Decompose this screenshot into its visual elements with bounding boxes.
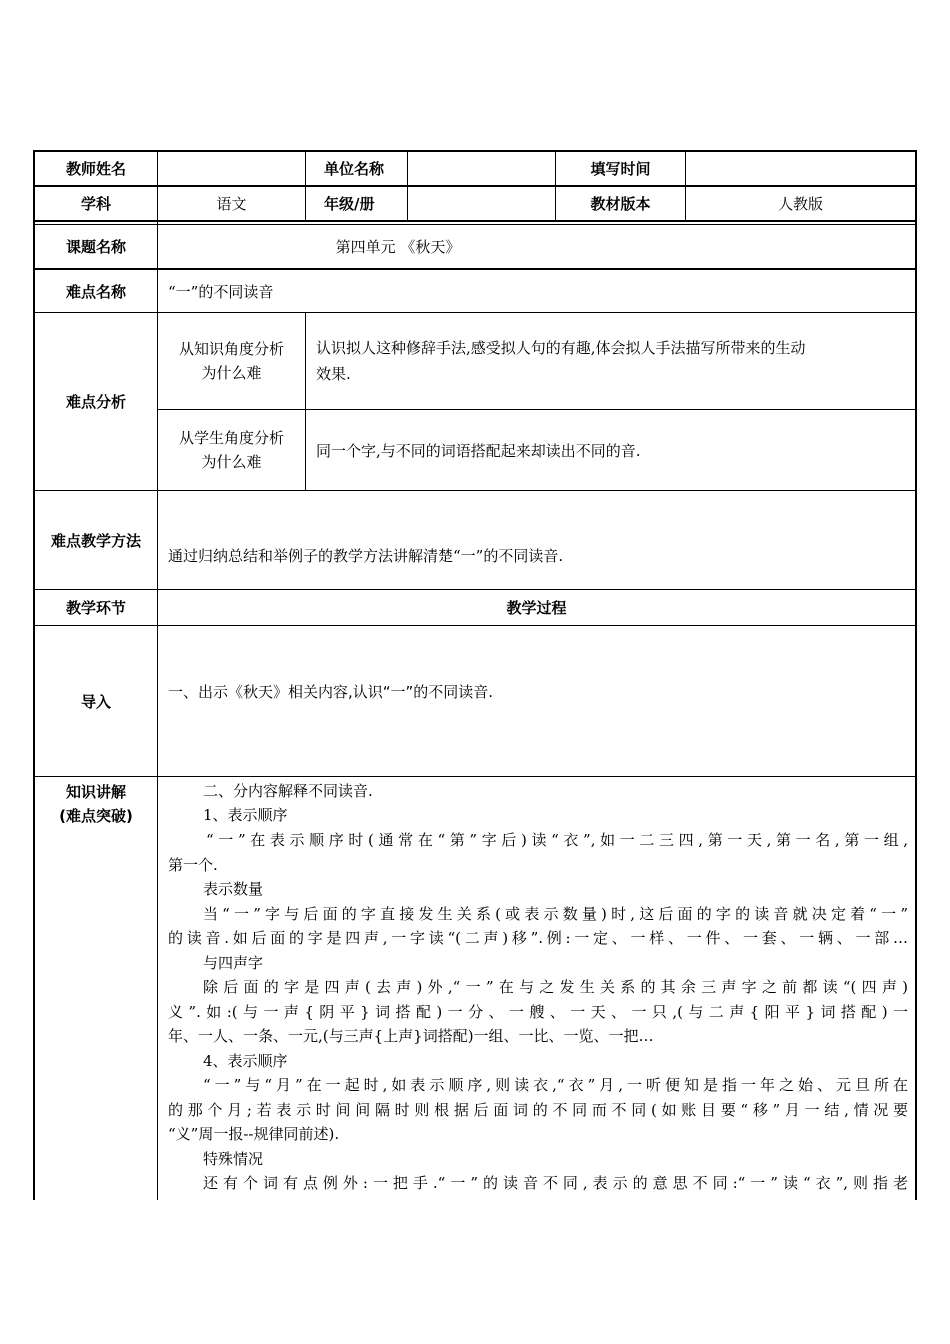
knowledge-line: “一”在表示顺序时(通常在“第”字后)读“衣”,如一二三四,第一天,第一名,第一组,: [206, 831, 908, 849]
knowledge-angle-label-line2: 为什么难: [201, 364, 262, 382]
knowledge-angle-value-line2: 效果.: [316, 365, 351, 383]
knowledge-line: 的那个月;若表示时间间隔时则根据后面词的不同而不同(如账目要“移”月一结,情况要: [168, 1101, 908, 1119]
knowledge-angle-label: [158, 313, 305, 409]
knowledge-line: 年、一人、一条、一元,(与三声{上声}词搭配)一组、一比、一览、一把…: [168, 1027, 654, 1045]
row-divider: [33, 776, 917, 777]
textbook-value: 人教版: [777, 195, 823, 213]
teaching-stage-header: 教学环节: [65, 599, 126, 617]
knowledge-angle-value-line1: 认识拟人这种修辞手法,感受拟人句的有趣,体会拟人手法描写所带来的生动: [316, 339, 806, 357]
knowledge-line: 义”.如:(与一声{阴平}词搭配)一分、一艘、一天、一只,(与二声{阳平}词搭配)一: [168, 1003, 908, 1021]
intro-value: 一、出示《秋天》相关内容,认识“一”的不同读音.: [168, 682, 494, 701]
row-divider: [33, 490, 917, 491]
knowledge-line: “义”周一报--规律同前述).: [168, 1125, 340, 1143]
knowledge-line: 除后面的字是四声(去声)外,“一”在与之发生关系的其余三声字之前都读“(四声): [203, 978, 908, 996]
knowledge-line: 与四声字: [203, 954, 264, 972]
difficulty-name-label: 难点名称: [65, 282, 126, 301]
row-divider: [33, 220, 917, 222]
grade-label: 年级/册: [324, 195, 375, 213]
knowledge-label-line2: (难点突破): [59, 807, 133, 825]
teacher-name-label: 教师姓名: [65, 160, 126, 178]
knowledge-line: 二、分内容解释不同读音.: [203, 782, 373, 800]
knowledge-line: 的读音.如后面的字是四声,一字读“(二声)移”.例:一定、一样、一件、一套、一辆、一部…: [168, 929, 908, 947]
knowledge-line: 4、表示顺序: [203, 1052, 288, 1070]
subject-label: 学科: [80, 195, 111, 213]
knowledge-line: 还有个词有点例外:一把手.“一”的读音不同,表示的意思不同:“一”读“衣”,则指老: [203, 1174, 908, 1192]
student-angle-value: 同一个字,与不同的词语搭配起来却读出不同的音.: [316, 441, 641, 460]
knowledge-line: 1、表示顺序: [203, 806, 288, 824]
student-angle-label-line1: 从学生角度分析: [178, 429, 284, 447]
knowledge-line: 特殊情况: [203, 1150, 264, 1168]
knowledge-line: “一”与“月”在一起时,如表示顺序,则读衣,“衣”月,一听便知是指一年之始、元旦所在: [203, 1076, 908, 1094]
topic-value: 第四单元 《秋天》: [335, 238, 461, 256]
topic-label: 课题名称: [65, 238, 126, 256]
difficulty-analysis-label: 难点分析: [65, 393, 126, 411]
subject-value: 语文: [216, 195, 247, 213]
knowledge-angle-value: [306, 313, 915, 409]
student-angle-label: [158, 410, 305, 490]
difficulty-name-value: “一”的不同读音: [168, 282, 274, 301]
grade-value[interactable]: [408, 187, 555, 220]
teacher-name-value[interactable]: [158, 152, 305, 185]
textbook-label: 教材版本: [590, 195, 651, 213]
student-angle-label-line2: 为什么难: [201, 453, 262, 471]
table-border-right: [915, 150, 917, 1200]
fill-time-label: 填写时间: [590, 160, 651, 178]
unit-name-label: 单位名称: [324, 160, 385, 178]
teaching-method-label: 难点教学方法: [50, 531, 141, 550]
knowledge-line: 第一个.: [168, 856, 218, 874]
knowledge-line: 当“一”字与后面的字直接发生关系(或表示数量)时,这后面的字的读音就决定着“一”: [203, 905, 908, 923]
row-divider: [33, 625, 917, 626]
teaching-method-value: 通过归纳总结和举例子的教学方法讲解清楚“一”的不同读音.: [168, 546, 564, 565]
fill-time-value[interactable]: [686, 152, 915, 185]
teaching-process-header: 教学过程: [506, 599, 567, 617]
knowledge-line: 表示数量: [203, 880, 264, 898]
knowledge-label-line1: 知识讲解: [65, 783, 126, 801]
knowledge-label: [35, 780, 157, 830]
unit-name-value[interactable]: [408, 152, 555, 185]
knowledge-angle-label-line1: 从知识角度分析: [178, 340, 284, 358]
intro-label: 导入: [80, 692, 111, 711]
